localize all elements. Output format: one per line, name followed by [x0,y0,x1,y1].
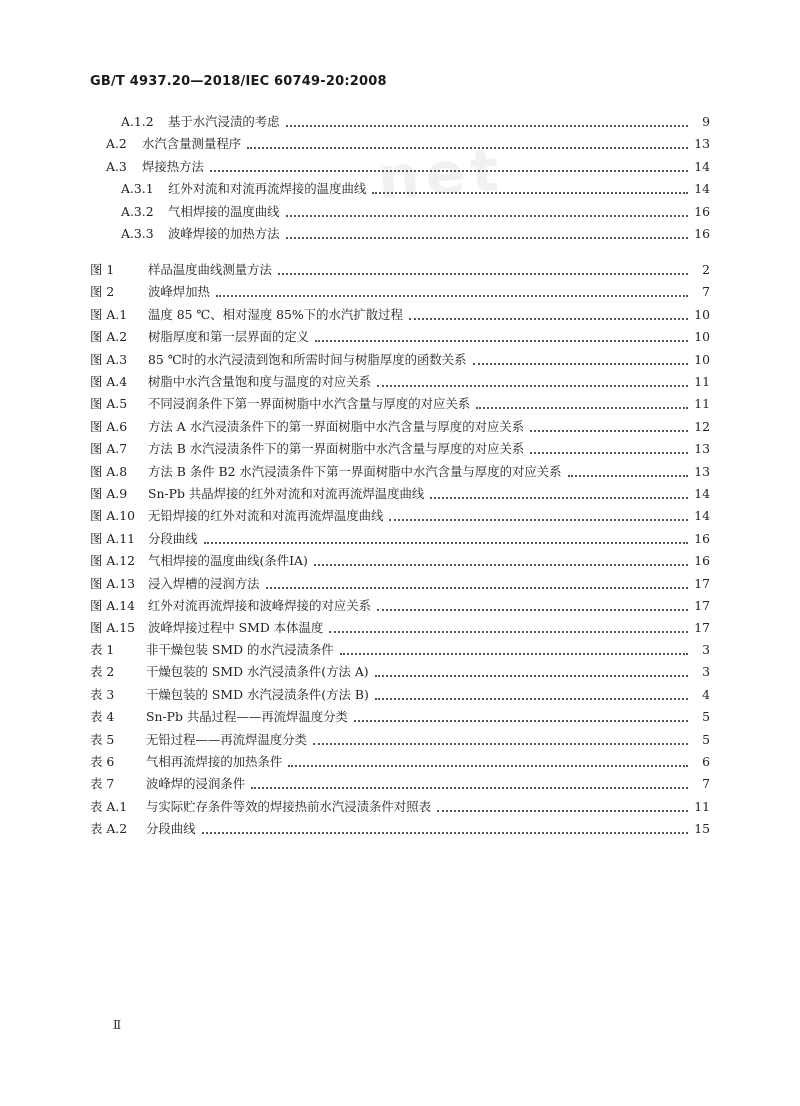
dot-leader [329,621,688,633]
toc-entry[interactable] [90,572,710,592]
toc-entry-page: 11 [694,396,710,412]
toc-entry-title: 红外对流和对流再流焊接的温度曲线 [168,181,367,197]
toc-entry-title: 干燥包装的 SMD 水汽浸渍条件(方法 A) [146,664,369,680]
toc-entry[interactable] [90,348,710,368]
toc-entry-page: 16 [694,530,710,546]
toc-entry[interactable] [106,155,710,175]
toc-entry-title: 方法 B 条件 B2 水汽浸渍条件下第一界面树脂中水汽含量与厚度的对应关系 [148,463,562,479]
toc-entry-page: 17 [694,575,710,591]
dot-leader [375,665,688,677]
toc-entry[interactable] [121,110,710,130]
toc-entry-number: 表 4 [90,709,115,725]
toc-entry-number: 图 A.10 [90,508,135,524]
toc-entry-title: 气相焊接的温度曲线(条件ⅠA) [148,553,308,569]
toc-entry-number: 图 A.11 [90,530,135,546]
toc-entry-title: 气相焊接的温度曲线 [168,203,280,219]
toc-entry[interactable] [90,638,710,658]
toc-entry-page: 11 [694,374,710,389]
toc-entry-title: 树脂厚度和第一层界面的定义 [148,329,310,345]
dot-leader [568,465,688,477]
dot-leader [389,509,688,521]
toc-entry[interactable] [106,132,710,152]
dot-leader [278,263,688,275]
toc-entry-number: 表 7 [90,776,115,792]
toc-entry[interactable] [90,683,710,703]
toc-entry-page: 10 [694,306,710,322]
toc-entry-page: 17 [694,620,710,636]
toc-entry[interactable] [121,222,710,242]
dot-leader [286,227,688,239]
toc-entry-page: 5 [702,731,710,747]
toc-entry-number: A.3.1 [121,181,154,197]
toc-entry-number: 图 A.5 [90,396,128,412]
toc-entry[interactable] [90,504,710,524]
toc-entry[interactable] [90,616,710,636]
toc-entry-page: 16 [694,226,710,241]
dot-leader [313,733,688,745]
toc-entry-page: 12 [694,418,710,434]
toc-entry[interactable] [121,177,710,197]
toc-entry-title: 波峰焊加热 [148,284,210,300]
dot-leader [530,442,688,454]
toc-entry-number: 图 A.9 [90,486,128,501]
toc-entry-page: 14 [694,158,710,174]
toc-entry-number: 图 A.6 [90,418,128,434]
dot-leader [286,115,688,127]
toc-entry[interactable] [90,460,710,480]
toc-entry-page: 15 [694,821,710,837]
dot-leader [266,577,688,589]
dot-leader [476,397,688,409]
dot-leader [314,554,688,566]
toc-entry-title: 焊接热方法 [142,158,204,174]
dot-leader [251,777,688,789]
toc-entry-number: 图 2 [90,284,115,300]
toc-entry-title: 分段曲线 [146,821,196,837]
dot-leader [202,822,688,834]
toc-entry-page: 17 [694,598,710,613]
toc-entry-title: 不同浸润条件下第一界面树脂中水汽含量与厚度的对应关系 [148,396,471,412]
toc-entry-page: 2 [702,262,710,277]
toc-entry[interactable] [90,303,710,323]
toc-entry-title: 树脂中水汽含量饱和度与温度的对应关系 [148,374,372,389]
toc-entry-number: 图 A.1 [90,306,128,322]
toc-entry-page: 9 [702,114,710,129]
toc-entry-page: 7 [702,776,710,792]
dot-leader [288,755,688,767]
toc-entry-title: 波峰焊的浸润条件 [146,776,246,792]
toc-entry-number: A.3.3 [121,226,154,241]
toc-entry-number: 图 A.13 [90,575,135,591]
toc-entry-number: 表 A.2 [90,821,128,837]
toc-entry-page: 3 [702,642,710,657]
toc-entry-title: 温度 85 ℃、相对湿度 85%下的水汽扩散过程 [148,306,403,322]
toc-entry[interactable] [90,705,710,725]
toc-entry[interactable] [90,772,710,792]
dot-leader [430,487,688,499]
toc-entry-title: 样品温度曲线测量方法 [148,262,272,277]
toc-entry-title: 方法 B 水汽浸渍条件下的第一界面树脂中水汽含量与厚度的对应关系 [148,441,525,457]
toc-entry-title: 基于水汽浸渍的考虑 [168,114,280,129]
toc-entry-page: 4 [702,686,710,702]
toc-entry-number: 图 A.4 [90,374,128,389]
toc-entry-number: 图 A.15 [90,620,135,636]
toc-entry[interactable] [90,527,710,547]
toc-entry-number: A.1.2 [121,114,154,129]
page-number-footer: Ⅱ [113,1018,122,1032]
toc-entry-number: A.3 [106,158,127,174]
toc-entry-title: 波峰焊接过程中 SMD 本体温度 [148,620,324,636]
dot-leader [286,205,688,217]
toc-entry-page: 10 [694,351,710,367]
toc-entry-title: 与实际贮存条件等效的焊接热前水汽浸渍条件对照表 [146,798,431,814]
toc-entry[interactable] [90,750,710,770]
dot-leader [247,137,688,149]
toc-entry-page: 5 [702,709,710,725]
toc-entry-title: 气相再流焊接的加热条件 [146,754,283,769]
toc-entry-page: 14 [694,486,710,501]
toc-entry-number: 表 2 [90,664,115,680]
toc-entry[interactable] [90,594,710,614]
toc-entry-title: 浸入焊槽的浸润方法 [148,575,260,591]
toc-entry-number: A.2 [106,136,127,152]
toc-entry-title: 波峰焊接的加热方法 [168,226,280,241]
toc-entry[interactable] [90,370,710,390]
dot-leader [216,285,688,297]
toc-entry[interactable] [90,728,710,748]
toc-entry[interactable] [90,549,710,569]
toc-entry[interactable] [121,200,710,220]
toc-entry-page: 13 [694,463,710,479]
toc-entry-title: 方法 A 水汽浸渍条件下的第一界面树脂中水汽含量与厚度的对应关系 [148,418,525,434]
toc-entry-page: 14 [694,181,710,197]
toc-entry-number: 图 A.14 [90,598,135,613]
dot-leader [315,330,688,342]
dot-leader [204,532,688,544]
toc-entry-page: 6 [702,754,710,769]
toc-entry[interactable] [90,660,710,680]
toc-entry-title: 干燥包装的 SMD 水汽浸渍条件(方法 B) [146,686,369,702]
toc-entry[interactable] [90,280,710,300]
dot-leader [377,599,688,611]
dot-leader [409,308,688,320]
toc-entry-number: 表 3 [90,686,115,702]
toc-entry-title: Sn-Pb 共晶焊接的红外对流和对流再流焊温度曲线 [148,486,425,501]
toc-entry-page: 16 [694,553,710,569]
standard-code-header: GB/T 4937.20—2018/IEC 60749-20:2008 [90,74,387,89]
toc-entry-number: 图 A.12 [90,553,135,569]
toc-entry-number: 图 A.8 [90,463,128,479]
dot-leader [530,420,688,432]
dot-leader [340,643,688,655]
toc-entry-page: 11 [694,798,710,814]
toc-entry-number: 表 6 [90,754,115,769]
toc-entry-page: 13 [694,136,710,152]
toc-entry-page: 3 [702,664,710,680]
toc-entry-page: 14 [694,508,710,524]
toc-entry[interactable] [90,258,710,278]
dot-leader [377,375,688,387]
toc-entry-number: 表 A.1 [90,798,128,814]
dot-leader [210,160,688,172]
toc-entry-page: 13 [694,441,710,457]
toc-entry-title: 无铅焊接的红外对流和对流再流焊温度曲线 [148,508,384,524]
toc-entry[interactable] [90,325,710,345]
toc-entry[interactable] [90,415,710,435]
toc-entry-number: 表 1 [90,642,115,657]
watermark: net [375,135,507,213]
toc-entry[interactable] [90,437,710,457]
toc-entry-number: 图 A.2 [90,329,128,345]
toc-entry-title: 水汽含量测量程序 [142,136,242,152]
dot-leader [372,182,688,194]
toc-entry-number: 图 A.7 [90,441,128,457]
dot-leader [354,710,688,722]
dot-leader [375,688,688,700]
toc-entry[interactable] [90,817,710,837]
dot-leader [473,353,688,365]
dot-leader [437,800,688,812]
toc-entry-page: 10 [694,329,710,345]
toc-entry-number: A.3.2 [121,203,154,219]
toc-entry-page: 16 [694,203,710,219]
toc-entry[interactable] [90,392,710,412]
toc-entry-number: 图 1 [90,262,115,277]
toc-entry-number: 表 5 [90,731,115,747]
toc-entry-number: 图 A.3 [90,351,128,367]
toc-entry-title: 红外对流再流焊接和波峰焊接的对应关系 [148,598,372,613]
toc-entry[interactable] [90,795,710,815]
toc-entry-title: Sn-Pb 共晶过程——再流焊温度分类 [146,709,348,725]
toc-entry[interactable] [90,482,710,502]
toc-entry-page: 7 [702,284,710,300]
toc-entry-title: 85 ℃时的水汽浸渍到饱和所需时间与树脂厚度的函数关系 [148,351,467,367]
toc-entry-title: 非干燥包装 SMD 的水汽浸渍条件 [146,642,334,657]
toc-entry-title: 无铅过程——再流焊温度分类 [146,731,308,747]
toc-entry-title: 分段曲线 [148,530,198,546]
